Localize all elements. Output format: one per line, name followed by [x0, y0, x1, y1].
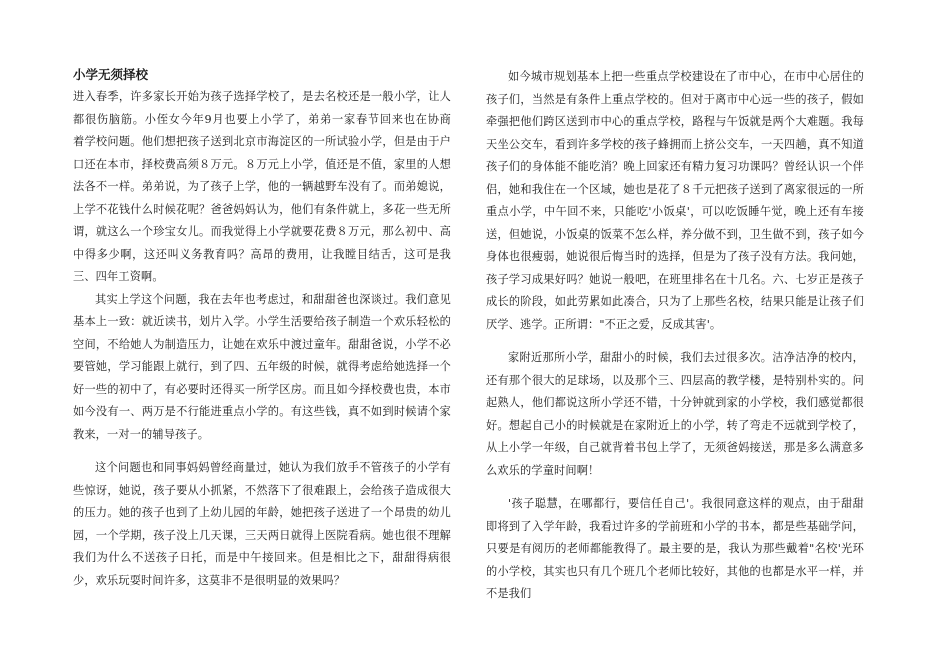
right-column [486, 66, 864, 617]
paragraph-4: 如今城市规划基本上把一些重点学校建设在了市中心，在市中心居住的孩子们，当然是有条件上重点学校的。但对于离市中心远一些的孩子，假如牵强把他们跨区送到市中心的重点学校，路程与午饭就是两个大难题。我每天坐公交车，看到许多学校的孩子蜂拥而上挤公交车，一天四趟，真不知道孩子们的身体能不能吃消？晚上回家还有精力复习功课吗？曾经认识一个伴侣，她和我住在一个区域，她也是花了８千元把孩子送到了离家很远的一所重点小学，中午回不来，只能吃'小饭桌'，可以吃饭睡午觉，晚上还有车接送，但她说，小饭桌的饭菜不怎么样，养分做不到，卫生做不到，孩子如今身体也很瘦弱，她说很后悔当时的选择，但是为了孩子没有方法。我问她，孩子学习成果好吗？她说一般吧，在班里排名在十几名。六、七岁正是孩子成长的阶段，如此劳累如此凑合，只为了上那些名校，结果只能是让孩子们厌学、逃学。正所谓："不正之爱，反成其害'。 [486, 70, 864, 331]
paragraph-1: 进入春季，许多家长开始为孩子选择学校了，是去名校还是一般小学，让人都很伤脑筋。小侄女今年9月也要上小学了，弟弟一家春节回来也在协商 着学校问题。他们想把孩子送到北京市海淀区的一所试验小学，但是由于户口还在本市，择校费高须８万元。８万元上小学，值还是不值，家里的人想法各不一样。弟弟说，为了孩子上学，他的一辆越野车没有了。而弟媳说，上学不花钱什么时候花呢？爸爸妈妈认为，他们有条件就上，多花一些无所谓，就这么一个珍宝女儿。而我觉得上小学就要花费８万元，那么初中、高中得多少啊，这还叫义务教育吗？高昂的费用，让我瞠目结舌，这可是我三、四年工资啊。 [73, 90, 463, 283]
paragraph-5: 家附近那所小学，甜甜小的时候，我们去过很多次。洁净洁净的校内，还有那个很大的足球场，以及那个三、四层高的教学楼，是特别朴实的。问起熟人，他们都说这所小学还不错，十分钟就到家的小学校，我们感觉都很好。想起自己小的时候就是在家附近上的小学，转了弯走不远就到学校了，从上小学一年级，自己就背着书包上学了，无须爸妈接送，那是多么满意多么欢乐的学童时间啊！ [486, 351, 864, 477]
left-column [73, 66, 463, 603]
paragraph-3: 这个问题也和同事妈妈曾经商量过，她认为我们放手不管孩子的小学有些惊讶，她说，孩子要从小抓紧，不然落下了很难跟上，会给孩子造成很大的压力。她的孩子也到了上幼儿园的年龄，她把孩子送进了一个昂贵的幼儿园，一个学期，孩子没上几天课，三天两日就得上医院看病。她也很不理解我们为什么不送孩子日托，而是中午接回来。但是相比之下，甜甜得病很少，欢乐玩耍时间许多，这莫非不是很明显的效果吗？ [73, 461, 451, 587]
paragraph-2: 其实上学这个问题，我在去年也考虑过，和甜甜爸也深谈过。我们意见基本上一致：就近读书，划片入学。小学生活要给孩子制造一个欢乐轻松的空间，不给她人为制造压力，让她在欢乐中渡过童年。甜甜爸说，小学不必要管她，学习能跟上就行，到了四、五年级的时候，就得考虑给她选择一个好一些的初中了，有必要时还得买一所学区房。而且如今择校费也贵，本市如今没有一、两万是不行能进重点小学的。有这些钱，真不如到时候请个家教来，一对一的辅导孩子。 [73, 292, 451, 441]
paragraph-6: '孩子聪慧，在哪都行，要信任自己'。我很同意这样的观点，由于甜甜即将到了入学年龄，我看过许多的学前班和小学的书本，都是些基础学问，只要是有阅历的老师都能教得了。最主要的是，我认为那些戴着"名校'光环的小学校，其实也只有几个班几个老师比较好，其他的也都是水平一样，并不是我们 [486, 497, 864, 600]
article-title: 小学无须择校 [73, 67, 149, 82]
